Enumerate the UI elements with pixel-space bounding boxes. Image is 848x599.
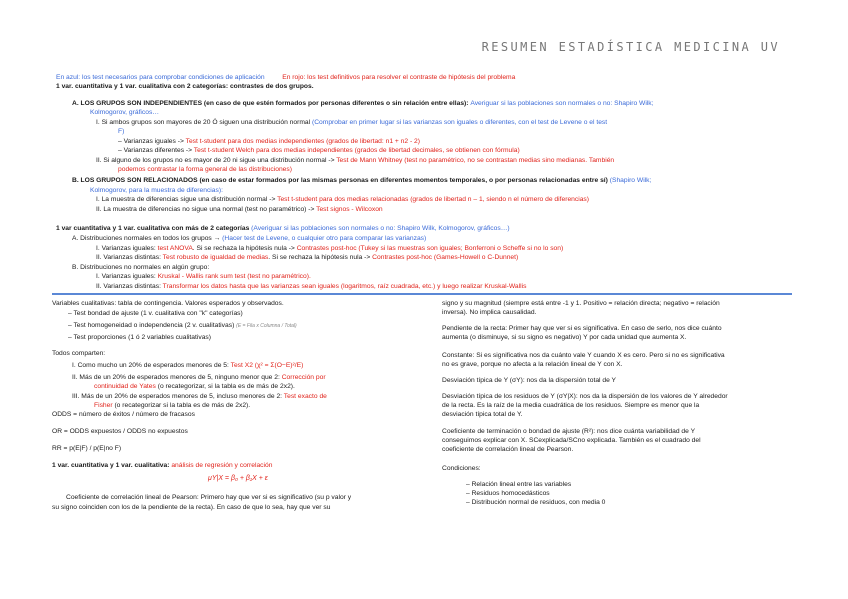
right-cond1: – Relación lineal entre las variables bbox=[466, 481, 572, 488]
s2-a-text: A. Distribuciones normales en todos los grupos → bbox=[72, 235, 223, 242]
right-r1: signo y su magnitud (siempre está entre -1 y 1. Positivo = relación directa; negativo = relación bbox=[442, 300, 720, 307]
left-regresion-text: 1 var. cuantitativa y 1 var. cualitativa: bbox=[52, 462, 172, 469]
s2-heading-line bbox=[56, 225, 510, 233]
s1-aii-cont: podemos contrastar la forma general de las distribuciones) bbox=[118, 166, 292, 173]
s1-aii-text: II. Si alguno de los grupos no es mayor de 20 ni sigue una distribución normal -> bbox=[96, 157, 337, 164]
left-proporciones: – Test proporciones (1 ó 2 variables cualitativas) bbox=[68, 334, 211, 341]
left-pearson2: su signo coinciden con los de la pendiente de la recta). En caso de que lo sea, hay que ver su bbox=[52, 504, 331, 511]
left-homogeneidad bbox=[68, 322, 297, 330]
left-iii-text: III. Más de un 20% de esperados menores de 5, incluso menores de 2: bbox=[72, 393, 284, 400]
s2-bii-line bbox=[96, 283, 526, 291]
s2-a-blue: (Hacer test de Levene, o cualquier otro para comparar las varianzas) bbox=[222, 235, 427, 242]
s1-var2-red: Test t-student Welch para dos medias independientes (grados de libertad decimales, se obtienen con fórmula) bbox=[193, 147, 520, 154]
legend-line bbox=[56, 74, 515, 82]
left-i-line bbox=[72, 362, 303, 370]
left-iii-cont bbox=[94, 402, 250, 410]
s1-b-blue: (Shapiro Wilk; bbox=[609, 177, 652, 184]
left-iii-text2: (o recategorizar si la tabla es de más de 2x2). bbox=[112, 402, 251, 409]
left-ii-red2: continuidad de Yates bbox=[94, 383, 156, 390]
s1-bii-line bbox=[96, 206, 383, 214]
right-r6: no es grave, porque no afecta a la relación lineal de Y con X. bbox=[442, 361, 623, 368]
left-comparten: Todos comparten: bbox=[52, 350, 106, 357]
s1-aii-line bbox=[96, 157, 614, 165]
s2-aii-text: II. Varianzas distintas: bbox=[96, 254, 163, 261]
s2-aii-text2: . Si se rechaza la hipótesis nula -> bbox=[268, 254, 373, 261]
s1-var1-text: – Varianzas iguales -> bbox=[118, 138, 186, 145]
s1-var-iguales bbox=[118, 138, 420, 146]
left-regresion-line bbox=[52, 462, 272, 470]
left-or: OR = ODDS expuestos / ODDS no expuestos bbox=[52, 428, 188, 435]
s1-bii-text: II. La muestra de diferencias no sigue una normal (test no paramétrico) -> bbox=[96, 206, 317, 213]
s1-b-text: B. LOS GRUPOS SON RELACIONADOS (en caso de estar formados por las mismas personas en diferentes momentos temporales, o por personas relacionadas entre sí) bbox=[72, 177, 610, 184]
s1-b-cont: Kolmogorov, para la muestra de diferencias): bbox=[90, 187, 223, 194]
right-r12: conseguimos explicar con X. SCexplicada/SCno explicada. También es el cuadrado del bbox=[442, 437, 701, 444]
s2-bi-red: Kruskal - Wallis rank sum test (test no paramétrico). bbox=[157, 273, 311, 280]
page-title: RESUMEN ESTADÍSTICA MEDICINA UV bbox=[481, 40, 780, 54]
s2-bi-line bbox=[96, 273, 311, 281]
left-ii-text2: (o recategorizar, si la tabla es de más de 2x2). bbox=[155, 383, 295, 390]
s2-aii-red1: Test robusto de igualdad de medias bbox=[162, 254, 269, 261]
left-ii-red: Corrección por bbox=[281, 374, 326, 381]
left-bondad: – Test bondad de ajuste (1 v. cualitativa con "k" categorías) bbox=[68, 310, 243, 317]
left-cualitativas: Variables cualitativas: tabla de contingencia. Valores esperados y observados. bbox=[52, 300, 284, 307]
s1-a-text: A. LOS GRUPOS SON INDEPENDIENTES (en caso de que estén formados por personas diferentes o sin relación entre ellas): bbox=[72, 100, 471, 107]
left-iii-red2: Fisher bbox=[94, 402, 113, 409]
s2-bii-text: II. Varianzas distintas: bbox=[96, 283, 163, 290]
s1-a-cont: Kolmogorov, gráficos… bbox=[90, 109, 160, 116]
left-homog-text: – Test homogeneidad o independencia (2 v. cualitativas) bbox=[68, 322, 237, 329]
s2-bi-text: I. Varianzas iguales: bbox=[96, 273, 158, 280]
left-ii-text: II. Más de un 20% de esperados menores de 5, ninguno menor que 2: bbox=[72, 374, 282, 381]
right-cond2: – Residuos homocedásticos bbox=[466, 490, 550, 497]
left-iii-line bbox=[72, 393, 327, 401]
s1-var2-text: – Varianzas diferentes -> bbox=[118, 147, 194, 154]
right-cond3: – Distribución normal de residuos, con media 0 bbox=[466, 499, 606, 506]
left-odds: ODDS = número de éxitos / número de fracasos bbox=[52, 411, 195, 418]
legend-blue: En azul: los test necesarios para comprobar condiciones de aplicación bbox=[56, 74, 265, 81]
s2-aii-line bbox=[96, 254, 518, 262]
right-r10: desviación típica total de Y. bbox=[442, 411, 523, 418]
right-r3: Pendiente de la recta: Primer hay que ver si es significativa. En caso de serlo, nos dice cuánto bbox=[442, 325, 722, 332]
s1-b-line bbox=[72, 177, 651, 185]
s1-a-line bbox=[72, 100, 654, 108]
s2-a-line bbox=[72, 235, 426, 243]
right-r7: Desviación típica de Y (σY): nos da la dispersión total de Y bbox=[442, 377, 617, 384]
s1-a-blue: Averiguar si las poblaciones son normales o no: Shapiro Wilk; bbox=[470, 100, 654, 107]
s2-aii-red2: Contrastes post-hoc (Games-Howell o C-Dunnet) bbox=[372, 254, 519, 261]
right-r11: Coeficiente de terminación o bondad de ajuste (R²): nos dice cuánta variabilidad de Y bbox=[442, 428, 696, 435]
right-r2: inversa). No implica causalidad. bbox=[442, 309, 537, 316]
right-r4: aumenta (o disminuye, si su signo es negativo) Y por cada unidad que aumenta X. bbox=[442, 334, 687, 341]
s2-b-line: B. Distribuciones no normales en algún grupo: bbox=[72, 264, 210, 271]
s2-ai-line bbox=[96, 245, 563, 253]
s1-var-diferentes bbox=[118, 147, 520, 155]
right-condiciones: Condiciones: bbox=[442, 465, 481, 472]
s2-ai-red2: Contrastes post-hoc (Tukey si las muestras son iguales; Bonferroni o Scheffe si no lo son) bbox=[296, 245, 564, 252]
s2-ai-text: I. Varianzas iguales: bbox=[96, 245, 158, 252]
legend-red: En rojo: los test definitivos para resolver el contraste de hipótesis del problema bbox=[282, 74, 516, 81]
s1-bi-red: Test t-student para dos medias relacionadas (grados de libertad n – 1, siendo n el número de diferencias) bbox=[277, 196, 590, 203]
left-i-text: I. Como mucho un 20% de esperados menores de 5: bbox=[72, 362, 231, 369]
s2-heading-blue: (Averiguar si las poblaciones son normales o no: Shapiro Wilk, Kolmogorov, gráficos…) bbox=[251, 225, 510, 232]
s1-aii-red: Test de Mann Whitney (test no paramétrico, no se contrastan medias sino medianas. También bbox=[336, 157, 615, 164]
left-pearson1: Coeficiente de correlación lineal de Pearson: Primero hay que ver si es significativo (su p valor y bbox=[66, 494, 352, 501]
left-regresion-red: análisis de regresión y correlación bbox=[171, 462, 273, 469]
left-rr: RR = p(E|F) / p(E|no F) bbox=[52, 445, 122, 452]
s1-ai-blue: (Comprobar en primer lugar si las varianzas son iguales o diferentes, con el test de Levene o el test bbox=[311, 119, 608, 126]
left-iii-red: Test exacto de bbox=[283, 393, 327, 400]
s1-heading: 1 var. cuantitativa y 1 var. cualitativa con 2 categorías: contrastes de dos grupos. bbox=[56, 83, 314, 90]
left-ii-line bbox=[72, 374, 326, 382]
s2-ai-text2: . Si se rechaza la hipótesis nula -> bbox=[192, 245, 297, 252]
left-i-red: Test X2 (χ² = Σ(O−E)²/E) bbox=[230, 362, 304, 369]
right-r8: Desviación típica de los residuos de Y (σY|X): nos da la dispersión de los valores de Y alrededor bbox=[442, 393, 728, 400]
s1-ai-line bbox=[96, 119, 607, 127]
right-r5: Constante: Si es significativa nos da cuánto vale Y cuando X es cero. Pero si no es significativa bbox=[442, 352, 725, 359]
s1-bii-red: Test signos - Wilcoxon bbox=[316, 206, 383, 213]
regression-formula: μY|X = β₀ + β₁X + ε bbox=[208, 475, 268, 482]
s1-bi-line bbox=[96, 196, 589, 204]
s1-var1-red: Test t-student para dos medias independientes (grados de libertad: n1 + n2 - 2) bbox=[185, 138, 421, 145]
s2-heading: 1 var cuantitativa y 1 var. cualitativa con más de 2 categorías bbox=[56, 225, 252, 232]
s1-ai-cont: F) bbox=[118, 128, 125, 135]
s1-ai-text: I. Si ambos grupos son mayores de 20 Ó siguen una distribución normal bbox=[96, 119, 312, 126]
right-r13: coeficiente de correlación lineal de Pearson. bbox=[442, 446, 574, 453]
s2-bii-red: Transformar los datos hasta que las varianzas sean iguales (logaritmos, raíz cuadrada, etc.) y luego realizar Kruskal-Wallis bbox=[162, 283, 527, 290]
right-r9: de la recta. Es la raíz de la media cuadrática de los residuos. Siempre es menor que la bbox=[442, 402, 700, 409]
s1-bi-text: I. La muestra de diferencias sigue una distribución normal -> bbox=[96, 196, 278, 203]
section-divider bbox=[52, 293, 792, 295]
left-homog-formula: (E = Fila x Columna / Total) bbox=[236, 323, 297, 329]
s2-ai-red1: test ANOVA bbox=[157, 245, 193, 252]
left-ii-cont bbox=[94, 383, 295, 391]
